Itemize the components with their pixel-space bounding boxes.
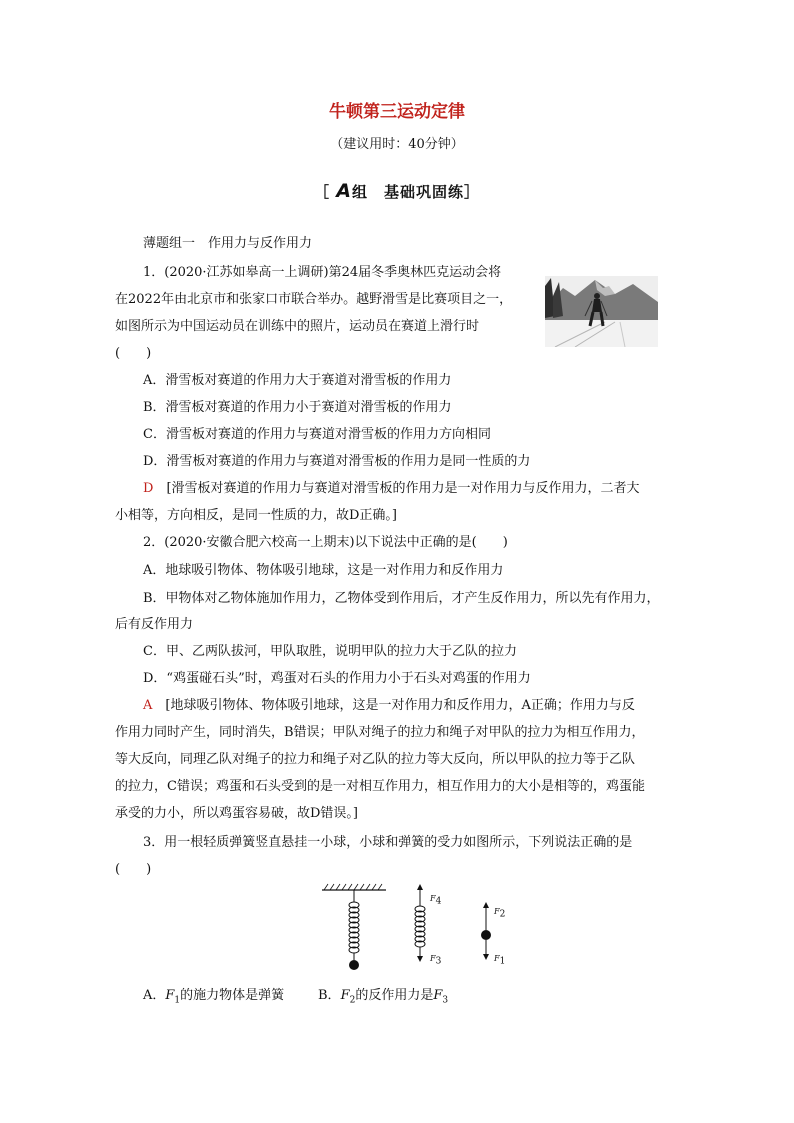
section-heading: 薄题组一 作用力与反作用力	[143, 236, 313, 251]
skier-photo	[545, 276, 658, 347]
group-letter: A	[336, 180, 352, 202]
q2-explanation-line-5: 承受的力小，所以鸡蛋容易破，故D错误。]	[115, 806, 358, 821]
q2-explanation-line-1: A [地球吸引物体、物体吸引地球，这是一对作用力和反作用力，A正确；作用力与反	[143, 698, 635, 713]
q1-line-2: 在2022年由北京市和张家口市联合举办。越野滑雪是比赛项目之一，	[115, 292, 513, 307]
label-f2: $F_2$	[494, 907, 506, 920]
q3-option-b: B．$F_2$的反作用力是$F_3$	[318, 988, 449, 1006]
q1-option-c: C．滑雪板对赛道的作用力与赛道对滑雪板的作用力方向相同	[143, 427, 491, 442]
q2-option-c: C．甲、乙两队拔河，甲队取胜，说明甲队的拉力大于乙队的拉力	[143, 644, 517, 659]
q2-option-b-cont: 后有反作用力	[115, 617, 194, 632]
q1-option-d: D．滑雪板对赛道的作用力与赛道对滑雪板的作用力是同一性质的力	[143, 454, 531, 469]
q2-answer: A	[143, 698, 153, 713]
q1-line-1: 1．(2020·江苏如皋高一上调研)第24届冬季奥林匹克运动会将	[143, 265, 502, 280]
q3-stem: 3．用一根轻质弹簧竖直悬挂一小球，小球和弹簧的受力如图所示，下列说法正确的是	[143, 835, 633, 850]
q2-option-b: B．甲物体对乙物体施加作用力，乙物体受到作用后，才产生反作用力，所以先有作用力，	[143, 591, 660, 606]
q1-option-b: B．滑雪板对赛道的作用力小于赛道对滑雪板的作用力	[143, 400, 452, 415]
q3-option-a: A．$F_1$的施力物体是弹簧	[143, 988, 285, 1006]
q2-stem: 2．(2020·安徽合肥六校高一上期末)以下说法中正确的是( )	[143, 535, 508, 550]
group-bracket-open: ［	[314, 183, 331, 201]
spring-force-diagram	[316, 884, 526, 974]
q1-line-3: 如图所示为中国运动员在训练中的照片，运动员在赛道上滑行时	[115, 319, 480, 334]
q1-option-a: A．滑雪板对赛道的作用力大于赛道对滑雪板的作用力	[143, 373, 452, 388]
group-label: 组 基础巩固练	[351, 183, 464, 201]
q1-answer: D	[143, 481, 154, 496]
q2-explanation-line-4: 的拉力，C错误；鸡蛋和石头受到的是一对相互作用力，相互作用力的大小是相等的，鸡蛋能	[115, 779, 645, 794]
page-title: 牛顿第三运动定律	[329, 102, 465, 122]
q1-explanation-line-1: D [滑雪板对赛道的作用力与赛道对滑雪板的作用力是一对作用力与反作用力，二者大	[143, 481, 640, 496]
q2-explanation-line-2: 作用力同时产生，同时消失，B错误；甲队对绳子的拉力和绳子对甲队的拉力为相互作用力，	[115, 725, 645, 740]
group-heading	[0, 180, 794, 202]
suggested-time: （建议用时：40分钟）	[330, 137, 464, 152]
group-bracket-close: ］	[463, 183, 480, 201]
q3-bracket: ( )	[115, 862, 152, 877]
label-f4: $F_4$	[430, 894, 442, 907]
label-f1: $F_1$	[494, 954, 506, 967]
q2-option-a: A．地球吸引物体、物体吸引地球，这是一对作用力和反作用力	[143, 563, 504, 578]
q1-explanation-line-2: 小相等，方向相反，是同一性质的力，故D正确。]	[115, 508, 397, 523]
label-f3: $F_3$	[430, 954, 442, 967]
q2-option-d: D．“鸡蛋碰石头”时，鸡蛋对石头的作用力小于石头对鸡蛋的作用力	[143, 671, 531, 686]
q1-bracket: ( )	[115, 346, 152, 361]
q2-explanation-line-3: 等大反向，同理乙队对绳子的拉力和绳子对乙队的拉力等大反向，所以甲队的拉力等于乙队	[115, 752, 636, 767]
